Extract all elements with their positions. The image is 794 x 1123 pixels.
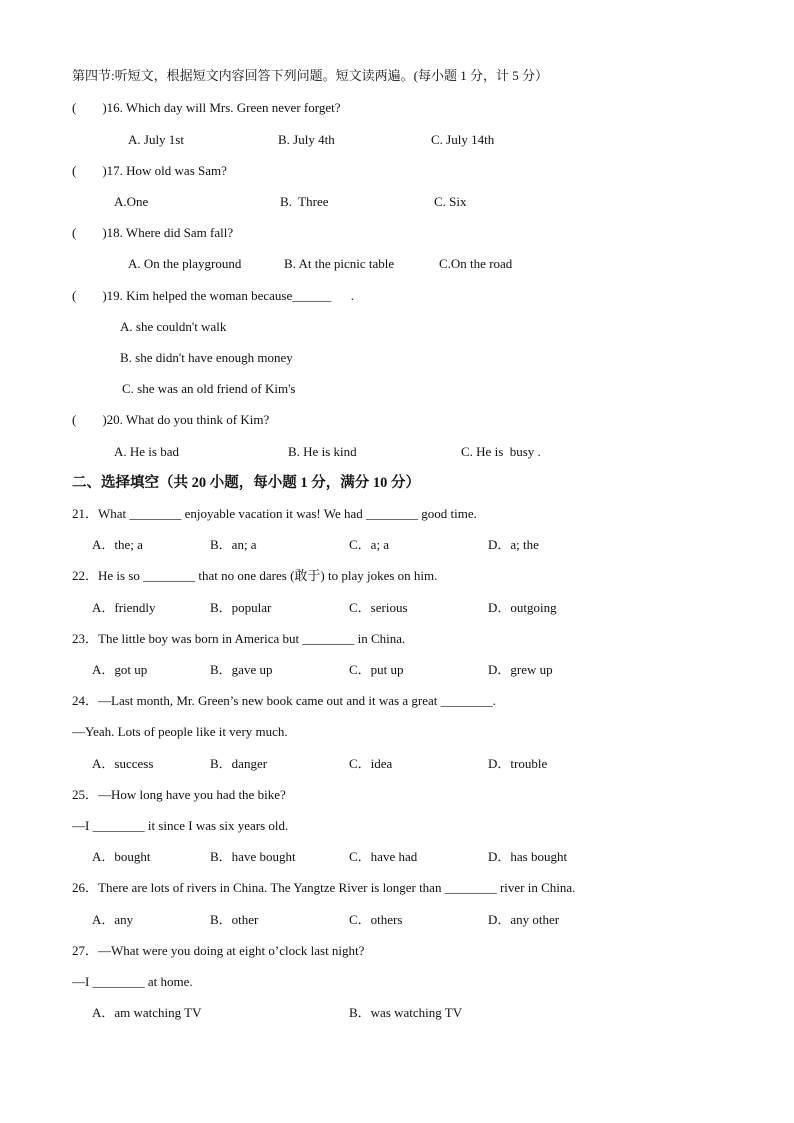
q21-option-c: C．a; a — [349, 537, 390, 552]
q24-option-b: B．danger — [210, 756, 268, 771]
q21-option-b: B．an; a — [210, 537, 257, 552]
q24-option-c: C．idea — [349, 756, 393, 771]
q16-option-b: B. July 4th — [278, 132, 335, 147]
q17-option-a: A.One — [114, 194, 149, 209]
part2-heading: 二、选择填空（共 20 小题，每小题 1 分，满分 10 分） — [72, 475, 420, 491]
q23-option-a: A．got up — [92, 662, 148, 677]
question-24-reply: —Yeah. Lots of people like it very much. — [72, 724, 288, 739]
q25-option-d: D．has bought — [488, 849, 568, 864]
q17-option-c: C. Six — [434, 194, 467, 209]
question-20: ( )20. What do you think of Kim? — [72, 412, 270, 427]
q26-option-c: C．others — [349, 912, 403, 927]
q22-option-a: A．friendly — [92, 600, 156, 615]
question-27-reply: —I ________ at home. — [72, 974, 193, 989]
question-27: 27．—What were you doing at eight o’clock last night? — [72, 943, 365, 958]
q23-option-d: D．grew up — [488, 662, 553, 677]
question-22: 22．He is so ________ that no one dares (敢于) to play jokes on him. — [72, 568, 438, 583]
question-18: ( )18. Where did Sam fall? — [72, 225, 234, 240]
question-25: 25．—How long have you had the bike? — [72, 787, 286, 802]
q27-option-b: B．was watching TV — [349, 1005, 463, 1020]
q21-option-a: A．the; a — [92, 537, 143, 552]
q25-option-a: A．bought — [92, 849, 151, 864]
question-25-reply: —I ________ it since I was six years old. — [72, 818, 289, 833]
question-24: 24．—Last month, Mr. Green’s new book came out and it was a great ________. — [72, 693, 496, 708]
question-17: ( )17. How old was Sam? — [72, 163, 227, 178]
q26-option-b: B．other — [210, 912, 259, 927]
question-21: 21．What ________ enjoyable vacation it was! We had ________ good time. — [72, 506, 477, 521]
q24-option-a: A．success — [92, 756, 154, 771]
q20-option-c: C. He is busy . — [461, 444, 541, 459]
q20-option-b: B. He is kind — [288, 444, 357, 459]
q23-option-c: C．put up — [349, 662, 404, 677]
q26-option-d: D．any other — [488, 912, 560, 927]
q20-option-a: A. He is bad — [114, 444, 179, 459]
q21-option-d: D．a; the — [488, 537, 539, 552]
q19-option-c: C. she was an old friend of Kim's — [122, 381, 296, 396]
q24-option-d: D．trouble — [488, 756, 548, 771]
q22-option-b: B．popular — [210, 600, 272, 615]
question-19: ( )19. Kim helped the woman because______ . — [72, 288, 354, 303]
q19-option-a: A. she couldn't walk — [120, 319, 227, 334]
q23-option-b: B．gave up — [210, 662, 273, 677]
question-26: 26．There are lots of rivers in China. The Yangtze River is longer than ________ river in China. — [72, 880, 576, 895]
q22-option-c: C．serious — [349, 600, 408, 615]
question-23: 23．The little boy was born in America but ________ in China. — [72, 631, 406, 646]
q16-option-a: A. July 1st — [128, 132, 184, 147]
q19-option-b: B. she didn't have enough money — [120, 350, 293, 365]
q18-option-b: B. At the picnic table — [284, 256, 395, 271]
q17-option-b: B. Three — [280, 194, 329, 209]
section4-heading: 第四节:听短文，根据短文内容回答下列问题。短文读两遍。(每小题 1 分，计 5 分） — [72, 68, 548, 83]
q25-option-c: C．have had — [349, 849, 418, 864]
question-16: ( )16. Which day will Mrs. Green never forget? — [72, 100, 341, 115]
q18-option-a: A. On the playground — [128, 256, 242, 271]
q26-option-a: A．any — [92, 912, 134, 927]
q16-option-c: C. July 14th — [431, 132, 495, 147]
q25-option-b: B．have bought — [210, 849, 296, 864]
q22-option-d: D．outgoing — [488, 600, 557, 615]
q27-option-a: A．am watching TV — [92, 1005, 202, 1020]
q18-option-c: C.On the road — [439, 256, 513, 271]
